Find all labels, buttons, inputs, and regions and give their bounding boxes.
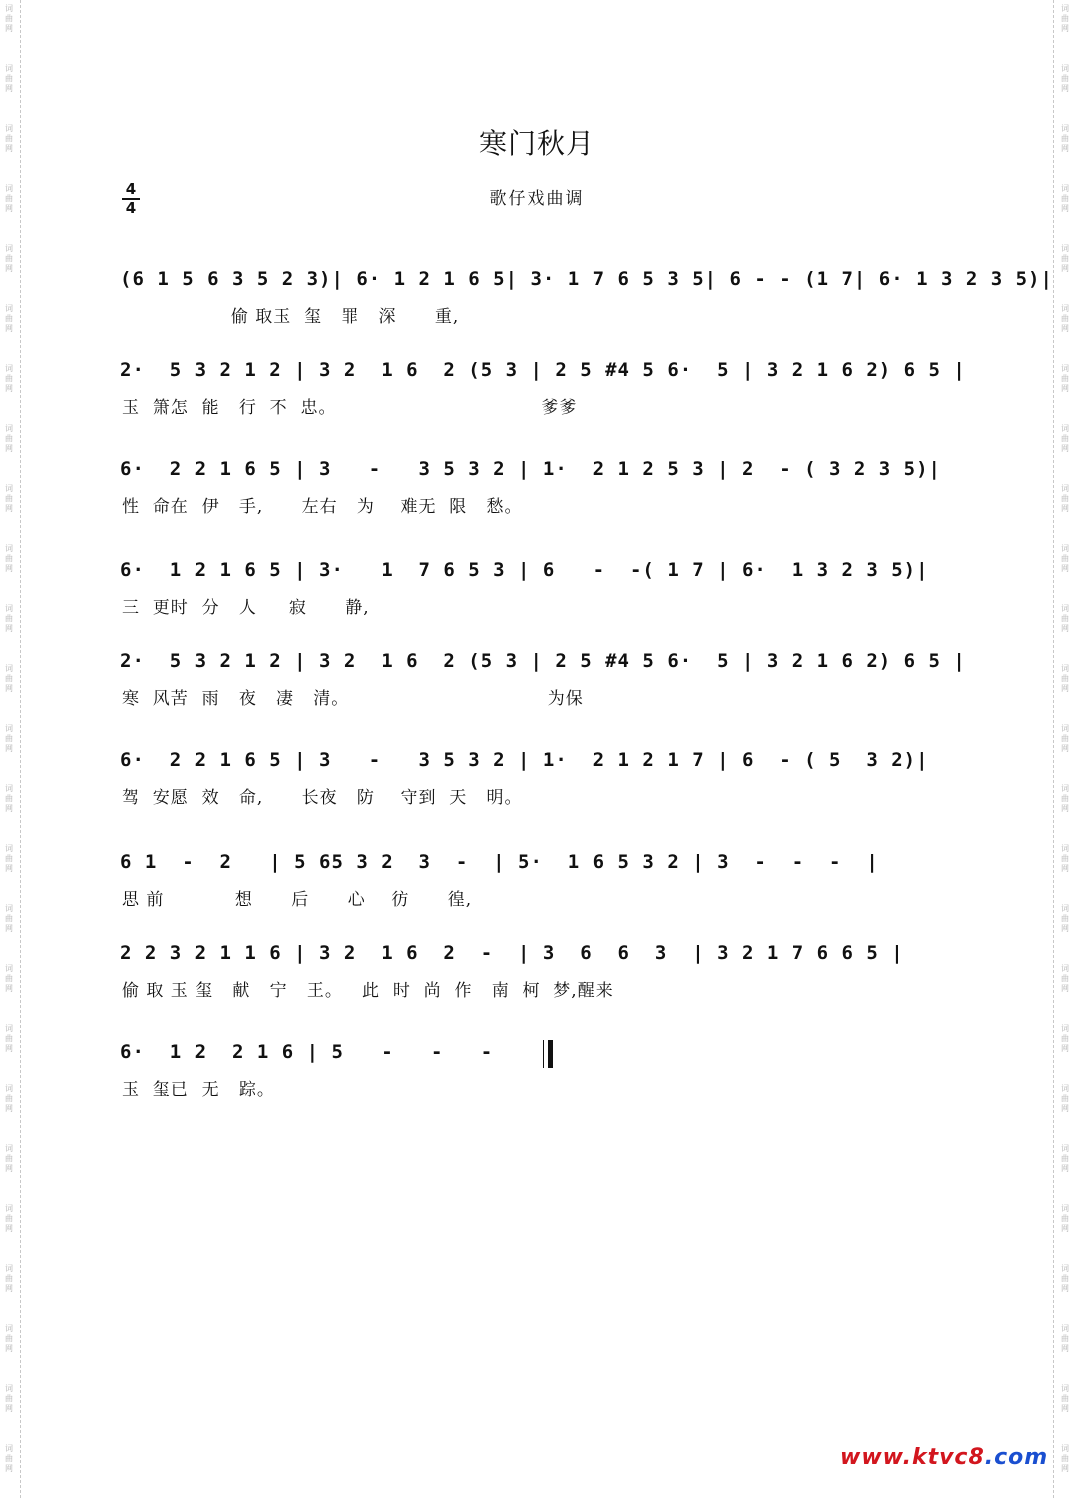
watermark-mark: 词 曲 网 (1061, 4, 1069, 33)
lyrics-line: 三 更时 分 人 寂 静, (122, 598, 370, 618)
watermark-mark: 词 曲 网 (5, 1204, 13, 1233)
lyrics-line: 性 命在 伊 手, 左右 为 难无 限 愁。 (122, 497, 523, 517)
watermark-mark: 词 曲 网 (5, 1444, 13, 1473)
lyrics-line: 偷 取 玉 玺 献 宁 王。 此 时 尚 作 南 柯 梦,醒来 (122, 981, 614, 1001)
time-signature-numerator: 4 (122, 182, 140, 200)
score-row (0, 851, 1074, 931)
watermark-mark: 词 曲 网 (1061, 424, 1069, 453)
watermark-mark: 词 曲 网 (5, 1264, 13, 1293)
watermark-mark: 词 曲 网 (1061, 964, 1069, 993)
lyrics-line: 思 前 想 后 心 彷 徨, (122, 890, 473, 910)
watermark-mark: 词 曲 网 (1061, 1444, 1069, 1473)
watermark-mark: 词 曲 网 (5, 1024, 13, 1053)
watermark-mark: 词 曲 网 (1061, 1264, 1069, 1293)
watermark-mark: 词 曲 网 (1061, 664, 1069, 693)
notation-line: 6· 2 2 1 6 5 | 3 - 3 5 3 2 | 1· 2 1 2 1 7 | 6 - ( 5 3 2)| (120, 749, 929, 771)
logo-part-3: .com (984, 1445, 1049, 1470)
watermark-mark: 词 曲 网 (1061, 604, 1069, 633)
watermark-mark: 词 曲 网 (1061, 1144, 1069, 1173)
watermark-mark: 词 曲 网 (5, 544, 13, 573)
watermark-mark: 词 曲 网 (5, 4, 13, 33)
watermark-mark: 词 曲 网 (5, 604, 13, 633)
watermark-mark: 词 曲 网 (1061, 184, 1069, 213)
watermark-mark: 词 曲 网 (1061, 64, 1069, 93)
score-row (0, 268, 1074, 348)
watermark-mark: 词 曲 网 (5, 1324, 13, 1353)
watermark-mark: 词 曲 网 (1061, 1204, 1069, 1233)
score-row (0, 458, 1074, 538)
watermark-mark: 词 曲 网 (1061, 544, 1069, 573)
watermark-mark: 词 曲 网 (1061, 724, 1069, 753)
watermark-mark: 词 曲 网 (5, 304, 13, 333)
score-row (0, 359, 1074, 439)
watermark-mark: 词 曲 网 (1061, 844, 1069, 873)
watermark-mark: 词 曲 网 (1061, 304, 1069, 333)
time-signature (122, 182, 140, 216)
watermark-mark: 词 曲 网 (5, 124, 13, 153)
time-signature-denominator: 4 (125, 199, 137, 217)
final-barline-thick (548, 1040, 553, 1068)
watermark-mark: 词 曲 网 (5, 184, 13, 213)
logo-part-1: www. (840, 1445, 912, 1470)
score-row (0, 1041, 1074, 1121)
lyrics-line: 玉 箫怎 能 行 不 忠。 爹爹 (122, 398, 578, 418)
lyrics-line: 驾 安愿 效 命, 长夜 防 守到 天 明。 (122, 788, 523, 808)
score-row (0, 749, 1074, 829)
watermark-mark: 词 曲 网 (5, 844, 13, 873)
watermark-mark: 词 曲 网 (5, 904, 13, 933)
score-row (0, 559, 1074, 639)
lyrics-line: 玉 玺已 无 踪。 (122, 1080, 275, 1100)
watermark-mark: 词 曲 网 (5, 364, 13, 393)
watermark-mark: 词 曲 网 (5, 1384, 13, 1413)
watermark-mark: 词 曲 网 (5, 724, 13, 753)
watermark-mark: 词 曲 网 (1061, 1384, 1069, 1413)
score-row (0, 650, 1074, 730)
watermark-mark: 词 曲 网 (1061, 364, 1069, 393)
watermark-mark: 词 曲 网 (1061, 244, 1069, 273)
lyrics-line: 寒 风苦 雨 夜 凄 清。 为保 (122, 689, 584, 709)
final-barline-thin (543, 1040, 544, 1068)
watermark-mark: 词 曲 网 (5, 784, 13, 813)
watermark-mark: 词 曲 网 (1061, 1084, 1069, 1113)
lyrics-line: 偷 取玉 玺 罪 深 重, (122, 307, 460, 327)
watermark-mark: 词 曲 网 (1061, 484, 1069, 513)
watermark-mark: 词 曲 网 (5, 964, 13, 993)
watermark-mark: 词 曲 网 (1061, 1324, 1069, 1353)
watermark-mark: 词 曲 网 (5, 424, 13, 453)
watermark-mark: 词 曲 网 (5, 1144, 13, 1173)
notation-line: 6· 1 2 1 6 5 | 3· 1 7 6 5 3 | 6 - -( 1 7 | 6· 1 3 2 3 5)| (120, 559, 929, 581)
song-subtitle: 歌仔戏曲调 (489, 189, 585, 209)
watermark-mark: 词 曲 网 (5, 1084, 13, 1113)
song-title: 寒门秋月 (478, 127, 595, 160)
watermark-mark: 词 曲 网 (5, 664, 13, 693)
watermark-mark: 词 曲 网 (5, 64, 13, 93)
score-row (0, 942, 1074, 1022)
watermark-mark: 词 曲 网 (1061, 784, 1069, 813)
watermark-mark: 词 曲 网 (5, 484, 13, 513)
notation-line: 6· 1 2 2 1 6 | 5 - - - (120, 1041, 494, 1063)
watermark-mark: 词 曲 网 (1061, 1024, 1069, 1053)
site-logo[interactable] (840, 1445, 1048, 1470)
notation-line: (6 1 5 6 3 5 2 3)| 6· 1 2 1 6 5| 3· 1 7 6 5 3 5| 6 - - (1 7| 6· 1 3 2 3 5)| (120, 268, 1053, 290)
notation-line: 6· 2 2 1 6 5 | 3 - 3 5 3 2 | 1· 2 1 2 5 3 | 2 - ( 3 2 3 5)| (120, 458, 941, 480)
notation-line: 2 2 3 2 1 1 6 | 3 2 1 6 2 - | 3 6 6 3 | 3 2 1 7 6 6 5 | (120, 942, 904, 964)
notation-line: 6 1 - 2 | 5 65 3 2 3 - | 5· 1 6 5 3 2 | 3 - - - | (120, 851, 879, 873)
notation-line: 2· 5 3 2 1 2 | 3 2 1 6 2 (5 3 | 2 5 #4 5 6· 5 | 3 2 1 6 2) 6 5 | (120, 359, 966, 381)
watermark-mark: 词 曲 网 (1061, 124, 1069, 153)
logo-part-2: ktvc8 (911, 1445, 985, 1470)
watermark-mark: 词 曲 网 (5, 244, 13, 273)
watermark-mark: 词 曲 网 (1061, 904, 1069, 933)
notation-line: 2· 5 3 2 1 2 | 3 2 1 6 2 (5 3 | 2 5 #4 5 6· 5 | 3 2 1 6 2) 6 5 | (120, 650, 966, 672)
